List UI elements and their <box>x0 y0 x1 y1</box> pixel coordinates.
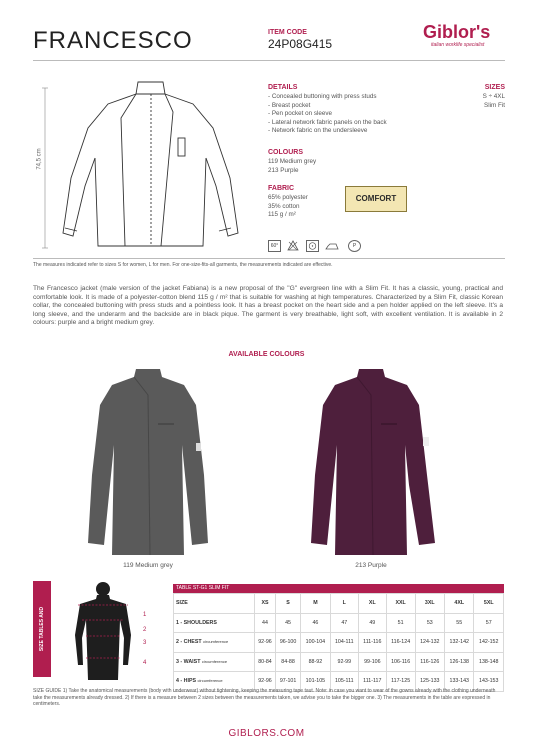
grey-caption: 119 Medium grey <box>123 562 173 569</box>
table-cell: 80-84 <box>255 652 276 672</box>
column-header: 5XL <box>474 594 504 614</box>
fabric-item: 65% polyester <box>268 194 308 201</box>
jacket-sketch-icon <box>33 68 263 258</box>
wash-icon: 60° <box>268 240 281 252</box>
table-cell: 116-124 <box>386 633 415 653</box>
table-cell: 126-138 <box>445 652 474 672</box>
table-cell: 92-96 <box>255 672 276 692</box>
sizes-label: SIZES <box>484 84 505 91</box>
table-cell: 45 <box>275 613 300 633</box>
table-cell: 101-105 <box>301 672 330 692</box>
table-cell: 116-126 <box>415 652 444 672</box>
detail-item: - Lateral network fabric panels on the back <box>268 118 387 126</box>
column-header: M <box>301 594 330 614</box>
detail-item: - Breast pocket <box>268 101 311 109</box>
body-silhouette <box>68 580 138 680</box>
fabric-label: FABRIC <box>268 185 295 192</box>
marker-1: 1 <box>143 612 147 618</box>
table-cell: 99-106 <box>358 652 386 672</box>
row-label: 1 - SHOULDERS <box>174 613 255 633</box>
colours-list <box>268 158 316 175</box>
fabric-item: 35% cotton <box>268 202 300 210</box>
column-header: S <box>275 594 300 614</box>
divider <box>33 258 505 259</box>
dry-clean-icon: P <box>348 240 361 252</box>
table-cell: 92-99 <box>330 652 358 672</box>
row-label: 4 - HIPS circumference <box>174 672 255 692</box>
iron-icon <box>325 240 336 250</box>
table-cell: 97-101 <box>275 672 300 692</box>
table-cell: 55 <box>445 613 474 633</box>
divider <box>33 60 505 61</box>
technical-drawing <box>33 68 263 258</box>
table-row <box>174 652 504 672</box>
sizes-fit: Slim Fit <box>484 101 505 109</box>
size-table <box>173 593 504 692</box>
marker-4: 4 <box>143 660 147 666</box>
table-cell: 133-143 <box>445 672 474 692</box>
table-cell: 96-100 <box>275 633 300 653</box>
column-header: L <box>330 594 358 614</box>
detail-item: - Network fabric on the undersleeve <box>268 127 368 134</box>
table-cell: 51 <box>386 613 415 633</box>
sizes-range: S ÷ 4XL <box>482 93 505 100</box>
footer-website[interactable]: GIBLORS.COM <box>228 728 305 739</box>
table-cell: 142-152 <box>474 633 504 653</box>
fabric-list <box>268 194 308 220</box>
table-cell: 44 <box>255 613 276 633</box>
measures-note: The measures indicated refer to sizes S for women, L for men. For one-size-fits-all garments, the measurements indicated are effective. <box>33 262 333 268</box>
column-header: XXL <box>386 594 415 614</box>
table-cell: 117-125 <box>386 672 415 692</box>
height-label: 74,5 cm <box>36 148 43 170</box>
table-cell: 125-133 <box>415 672 444 692</box>
size-tables-label: SIZE TABLES AND CORRESPONDENCES <box>39 602 63 656</box>
table-row <box>174 613 504 633</box>
product-description: The Francesco jacket (male version of the jacket Fabiana) is a new proposal of the "G" evergreen line with a Slim Fit. It has a classic, young, practical and comfortable look. It is made of a polyester-cotton blend 115 g / m² that is suitable for washing at high temperatures. Characterized by a Slim Fit, classic Korean collar, the concealed buttoning with press studs and a pointless look. It has a breast pocket on the heart side and a pen holder applied on the left sleeve. It's a long sleeve, and the underarm and the backside are in black pique. The garment is very breathable, light soft, with excellent ventilation. It is available in 2 colours: purple and a bright medium grey. <box>33 285 503 327</box>
colour-item: 119 Medium grey <box>268 158 317 165</box>
column-header: SIZE <box>174 594 255 614</box>
purple-caption: 213 Purple <box>355 562 387 569</box>
table-cell: 46 <box>301 613 330 633</box>
table-cell: 106-116 <box>386 652 415 672</box>
brand-logo: Giblor's <box>423 22 491 42</box>
details-list <box>268 93 387 136</box>
size-guide: SIZE GUIDE 1) Take the anatomical measurements (body with underwear) without tightening, keeping the measuring tape taut. Note: in case you want to wear of the gowns already with the clothing underneath take the measurements already dressed. 2) If there is a measure between 2 sizes between the measurements taken, we advise you to take the bigger one. 3) The measurements in the table are expressed in centimeters. <box>33 688 496 707</box>
row-label: 2 - CHEST circumference <box>174 633 255 653</box>
table-cell: 47 <box>330 613 358 633</box>
table-cell: 104-111 <box>330 633 358 653</box>
column-header: XS <box>255 594 276 614</box>
table-cell: 124-132 <box>415 633 444 653</box>
details-label: DETAILS <box>268 84 298 91</box>
table-cell: 111-116 <box>358 633 386 653</box>
table-cell: 53 <box>415 613 444 633</box>
table-cell: 105-111 <box>330 672 358 692</box>
item-code: 24P08G415 <box>268 37 333 51</box>
jacket-photo-purple <box>301 365 441 560</box>
table-cell: 100-104 <box>301 633 330 653</box>
table-cell: 132-142 <box>445 633 474 653</box>
marker-3: 3 <box>143 640 147 646</box>
brand-tagline: italian worklife specialist <box>431 42 485 48</box>
comfort-badge: COMFORT <box>345 186 407 212</box>
column-header: 4XL <box>445 594 474 614</box>
table-row <box>174 633 504 653</box>
column-header: XL <box>358 594 386 614</box>
table-cell: 111-117 <box>358 672 386 692</box>
fabric-item: 115 g / m² <box>268 211 296 218</box>
jacket-photo-grey <box>88 365 208 560</box>
table-cell: 92-96 <box>255 633 276 653</box>
available-colours-label: AVAILABLE COLOURS <box>228 351 305 358</box>
colour-item: 213 Purple <box>268 166 299 174</box>
table-header-row <box>174 594 504 614</box>
detail-item: - Concealed buttoning with press studs <box>268 93 377 100</box>
table-cell: 57 <box>474 613 504 633</box>
tumble-dry-icon <box>306 240 319 252</box>
row-label: 3 - WAIST circumference <box>174 652 255 672</box>
column-header: 3XL <box>415 594 444 614</box>
product-title: FRANCESCO <box>33 27 193 54</box>
table-cell: 84-88 <box>275 652 300 672</box>
detail-item: - Pen pocket on sleeve <box>268 110 333 117</box>
table-cell: 49 <box>358 613 386 633</box>
size-tables-sidebar <box>33 581 63 677</box>
colours-label: COLOURS <box>268 149 303 156</box>
table-cell: 138-148 <box>474 652 504 672</box>
table-cell: 88-92 <box>301 652 330 672</box>
item-code-label: ITEM CODE <box>268 29 307 36</box>
no-bleach-icon <box>287 240 298 250</box>
marker-2: 2 <box>143 627 147 633</box>
table-cell: 143-153 <box>474 672 504 692</box>
size-table-title: TABLE ST-G1 SLIM FIT <box>173 584 504 593</box>
